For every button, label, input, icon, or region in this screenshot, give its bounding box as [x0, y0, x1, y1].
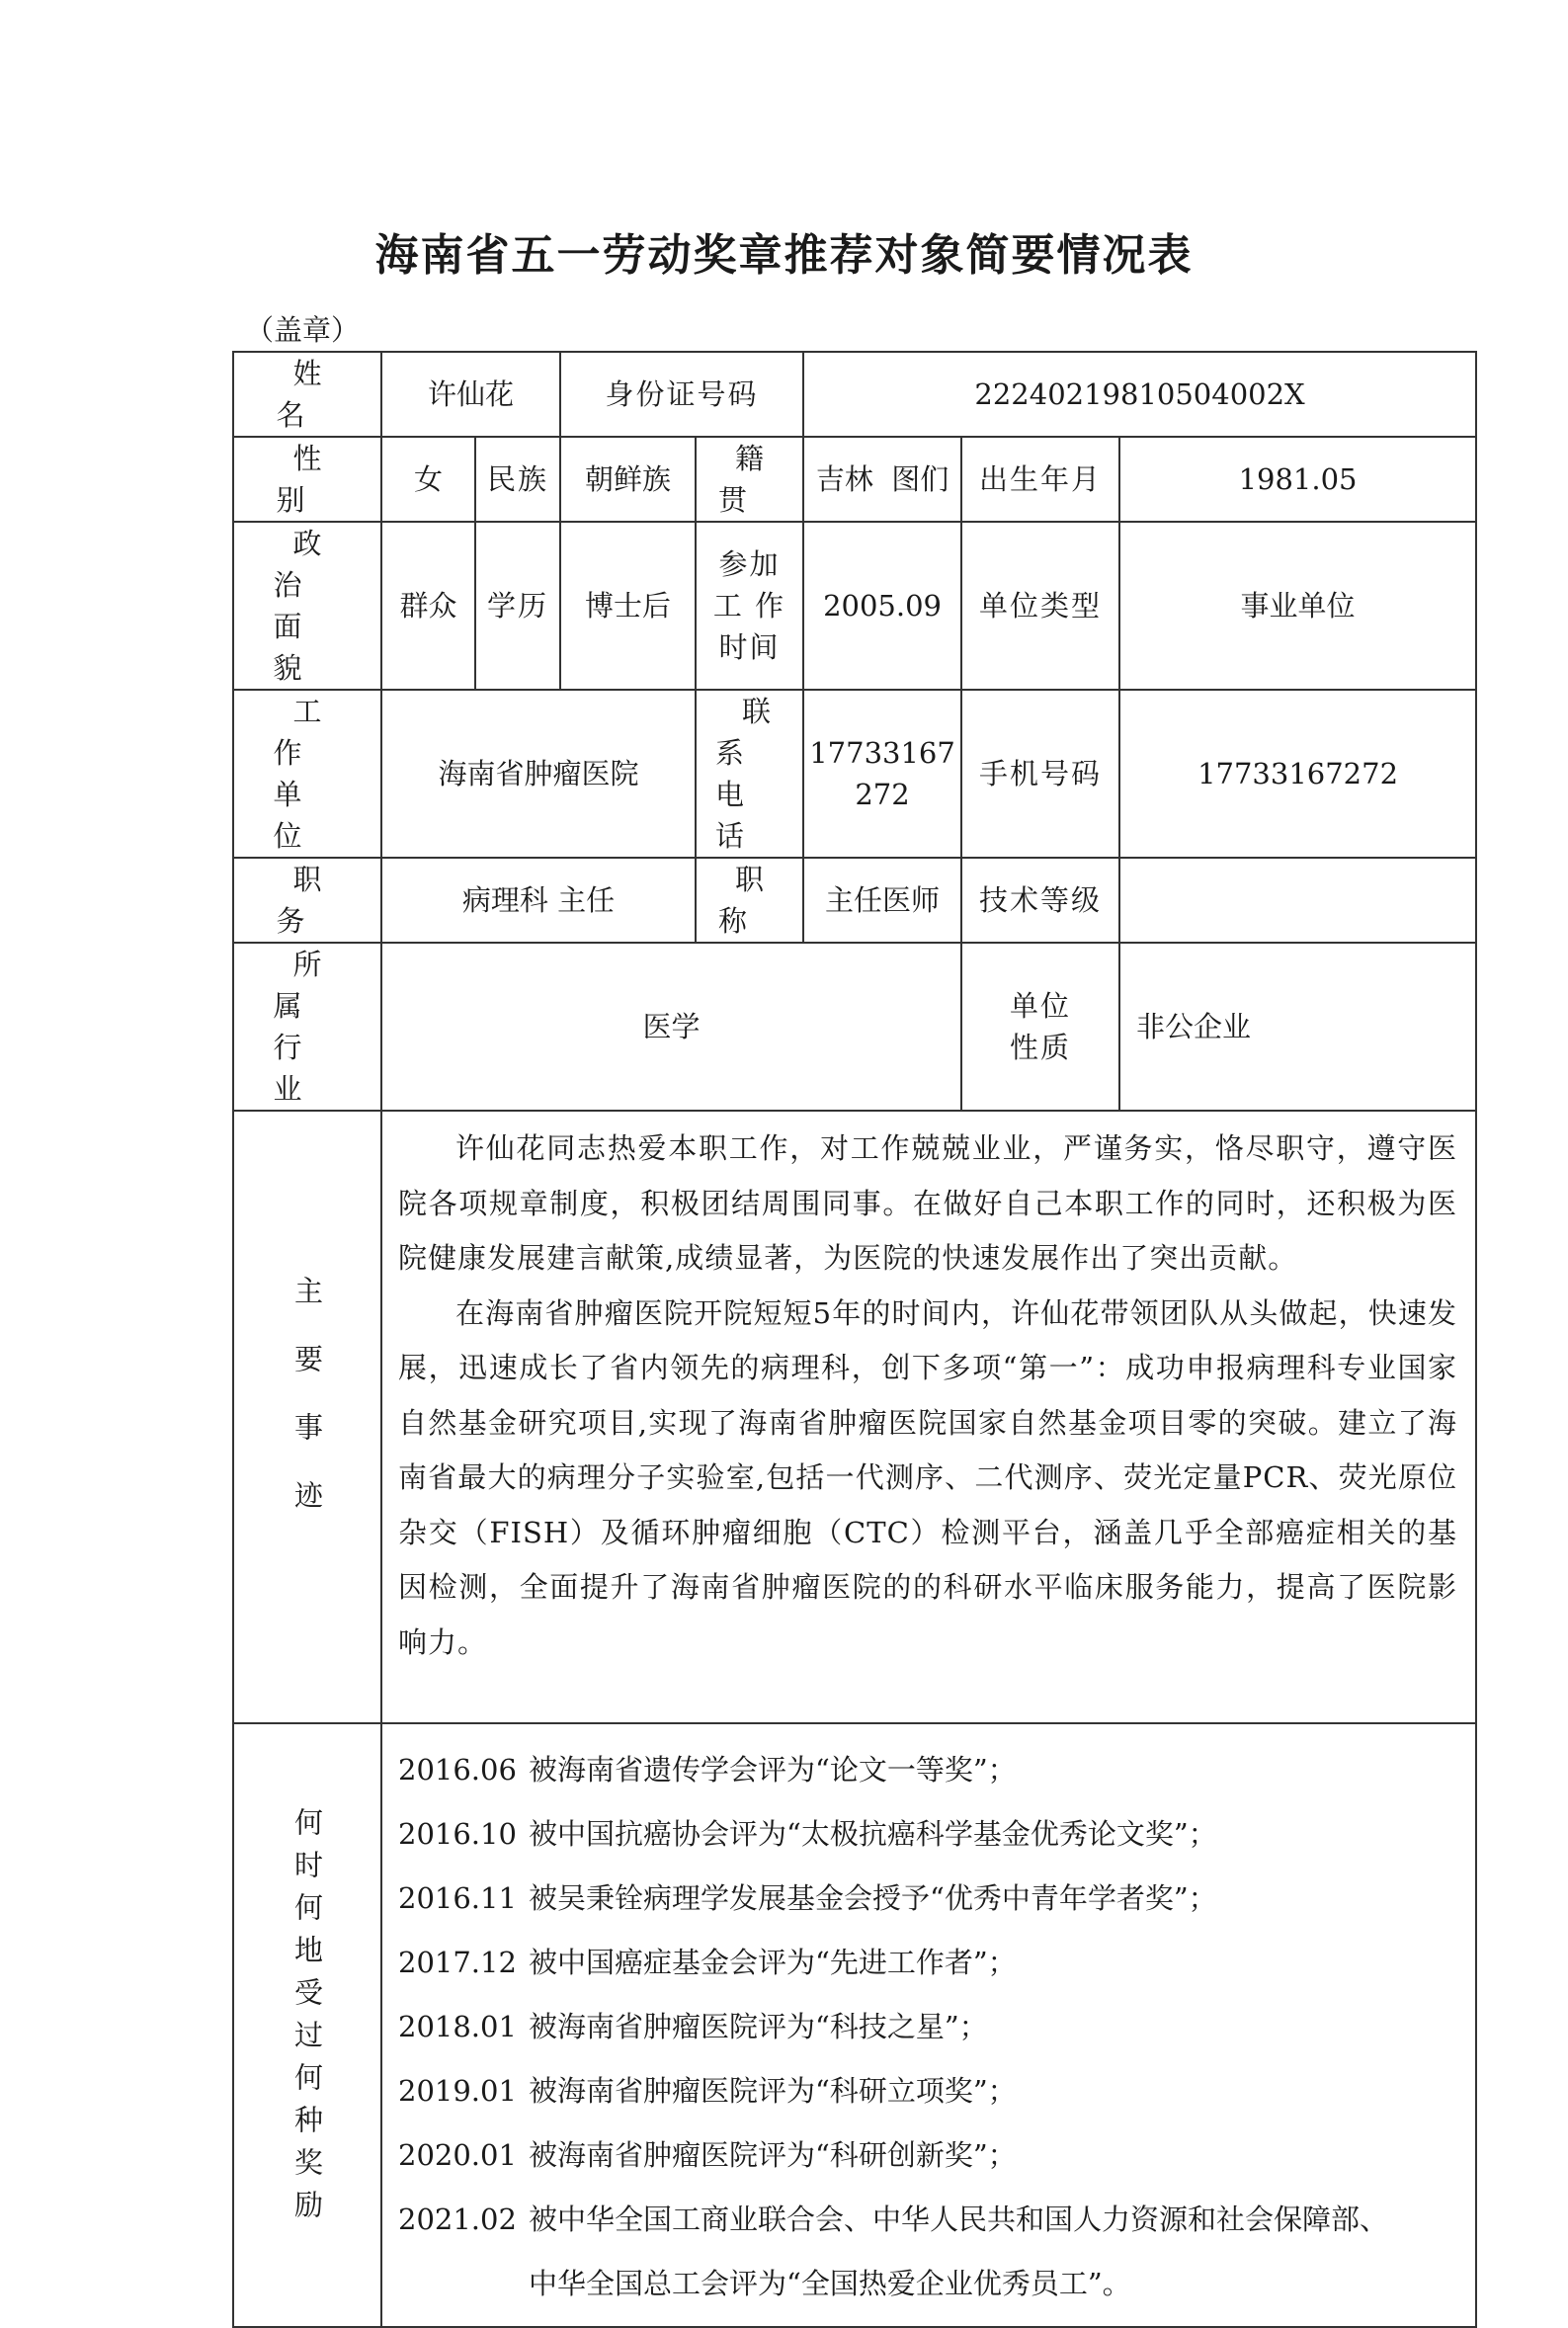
label-unit-type: 单位类型: [961, 522, 1119, 690]
form-title: 海南省五一劳动奖章推荐对象简要情况表: [374, 230, 1194, 281]
label-awards: 何时何地受过何种奖励: [290, 1807, 324, 2232]
label-industry: 所 属 行 业: [233, 943, 381, 1111]
value-political-status: 群众: [381, 522, 475, 690]
label-native-place: 籍 贯: [696, 437, 803, 522]
list-item: 2016.06 被海南省遗传学会评为“论文一等奖”；: [398, 1753, 1017, 1787]
deeds-paragraph: 在海南省肿瘤医院开院短短5年的时间内，许仙花带领团队从头做起，快速发展，迅速成长了省内领先的病理科，创下多项“第一”：成功申报病理科专业国家自然基金研究项目,实现了海南省肿瘤医院国家自然基金项目零的突破。建立了海南省最大的病理分子实验室,包括一代测序、二代测序、荧光定量PCR、荧光原位杂交（FISH）及循环肿瘤细胞（CTC）检测平台，涵盖几乎全部癌症相关的基因检测，全面提升了海南省肿瘤医院的的科研水平临床服务能力，提高了医院影响力。: [398, 1295, 1458, 1659]
label-work-start: 参加工 作时间: [696, 522, 803, 690]
value-name: 许仙花: [381, 352, 560, 437]
awards-list: [398, 1732, 1457, 2316]
list-item: 2019.01 被海南省肿瘤医院评为“科研立项奖”；: [398, 2074, 1017, 2108]
label-birth: 出生年月: [961, 437, 1119, 522]
list-item: 2016.11 被吴秉铨病理学发展基金会授予“优秀中青年学者奖”；: [398, 1881, 1217, 1915]
label-awards-cell: [233, 1723, 381, 2327]
value-work-start: 2005.09: [803, 522, 961, 690]
value-industry: 医学: [381, 943, 961, 1111]
value-position: 病理科 主任: [381, 858, 696, 943]
value-mobile: 17733167272: [1119, 690, 1476, 858]
label-political-status: 政 治 面 貌: [233, 522, 381, 690]
row-awards: [233, 1723, 1476, 2327]
label-work-unit: 工 作 单 位: [233, 690, 381, 858]
label-mobile: 手机号码: [961, 690, 1119, 858]
value-tech-level: [1119, 858, 1476, 943]
list-item-continuation: 中华全国总工会评为“全国热爱企业优秀员工”。: [529, 2267, 1131, 2300]
seal-label: （盖章）: [245, 313, 361, 347]
value-unit-type: 事业单位: [1119, 522, 1476, 690]
label-name: 姓 名: [233, 352, 381, 437]
deeds-paragraph: 许仙花同志热爱本职工作，对工作兢兢业业，严谨务实，恪尽职守，遵守医院各项规章制度，积极团结周围同事。在做好自己本职工作的同时，还积极为医院健康发展建言献策,成绩显著，为医院的快速发展作出了突出贡献。: [398, 1131, 1458, 1275]
list-item: 2021.02 被中华全国工商业联合会、中华人民共和国人力资源和社会保障部、: [398, 2203, 1389, 2236]
value-education: 博士后: [560, 522, 696, 690]
label-tech-level: 技术等级: [961, 858, 1119, 943]
value-phone: 17733167272: [803, 690, 961, 858]
label-phone: 联 系 电 话: [696, 690, 803, 858]
label-id-number: 身份证号码: [560, 352, 803, 437]
label-unit-nature: 单位 性质: [961, 943, 1119, 1111]
list-item: 2016.10 被中国抗癌协会评为“太极抗癌科学基金优秀论文奖”；: [398, 1817, 1217, 1851]
row-gender: [233, 437, 1476, 522]
value-native-place: 吉林 图们: [803, 437, 961, 522]
label-ethnicity: 民族: [475, 437, 560, 522]
awards-text: [381, 1723, 1476, 2327]
label-gender: 性 别: [233, 437, 381, 522]
label-deeds-cell: [233, 1111, 381, 1723]
label-deeds: 主要事迹: [290, 1275, 324, 1548]
value-title: 主任医师: [803, 858, 961, 943]
recommendation-form-table: [232, 351, 1477, 2328]
value-birth: 1981.05: [1119, 437, 1476, 522]
label-education: 学历: [475, 522, 560, 690]
row-industry: [233, 943, 1476, 1111]
list-item: 2020.01 被海南省肿瘤医院评为“科研创新奖”；: [398, 2138, 1017, 2172]
row-political: [233, 522, 1476, 690]
row-deeds: [233, 1111, 1476, 1723]
label-title: 职 称: [696, 858, 803, 943]
value-gender: 女: [381, 437, 475, 522]
deeds-text: [381, 1111, 1476, 1723]
value-unit-nature: 非公企业: [1119, 943, 1476, 1111]
value-ethnicity: 朝鲜族: [560, 437, 696, 522]
list-item: 2018.01 被海南省肿瘤医院评为“科技之星”；: [398, 2010, 988, 2043]
label-position: 职 务: [233, 858, 381, 943]
value-id-number: 22240219810504002X: [803, 352, 1476, 437]
list-item: 2017.12 被中国癌症基金会评为“先进工作者”；: [398, 1946, 1017, 1979]
row-work-unit: [233, 690, 1476, 858]
row-name: [233, 352, 1476, 437]
row-position: [233, 858, 1476, 943]
value-work-unit: 海南省肿瘤医院: [381, 690, 696, 858]
